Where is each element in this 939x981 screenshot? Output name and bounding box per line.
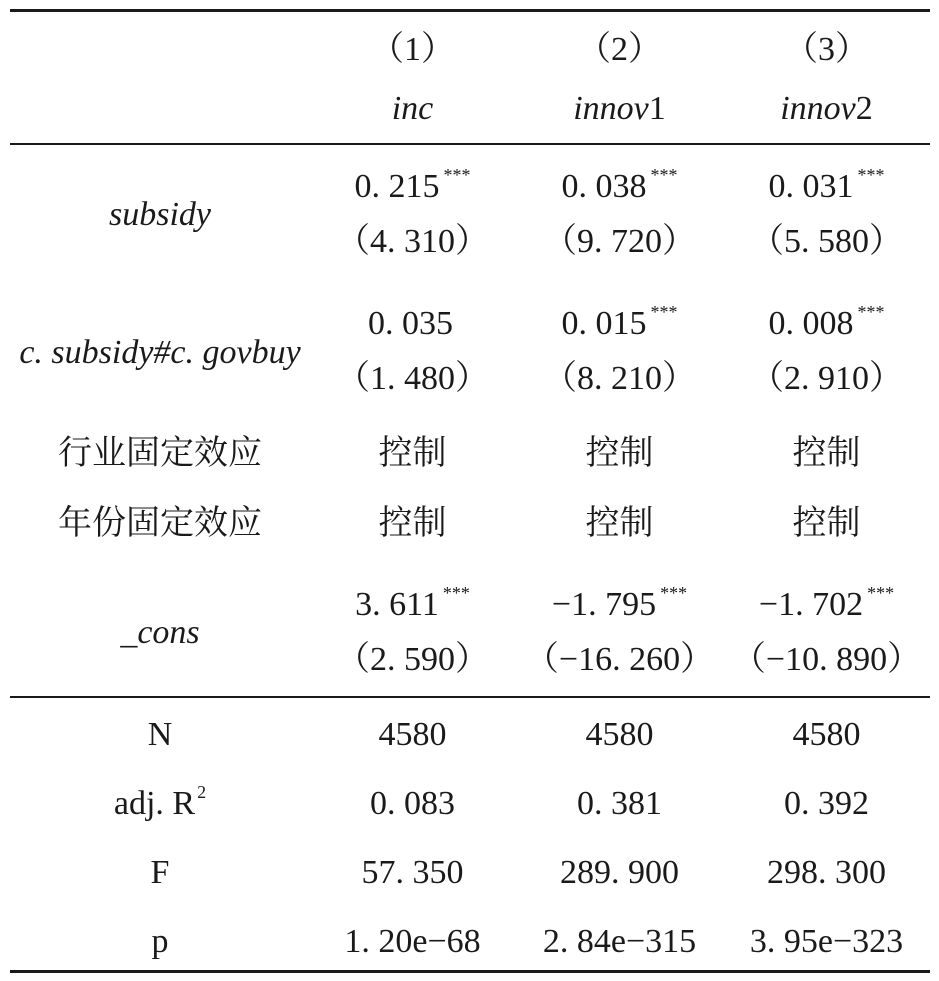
adj-r2-2: 0. 381 [577,785,662,822]
row-label-industry-fe: 行业固定效应 [58,433,262,473]
cons-coef-2: −1. 795 *** [551,583,688,623]
subsidy-coef-3: 0. 031 *** [768,165,885,205]
header-rule [10,143,930,145]
top-rule [10,9,930,12]
f-3: 298. 300 [767,854,886,891]
p-2: 2. 84e−315 [542,923,697,960]
subsidy-coef-1: 0. 215 *** [354,165,471,205]
n-2: 4580 [585,716,654,753]
cons-t-2: （−16. 260） [524,641,715,678]
p-1: 1. 20e−68 [344,923,481,960]
col-2-var: innov1 [573,90,666,127]
cons-coef-3: −1. 702 *** [758,583,895,623]
n-3: 4580 [792,716,861,753]
subsidy-t-2: （9. 720） [543,223,696,260]
year-fe-3: 控制 [792,503,861,543]
col-3-number: （3） [784,31,869,68]
industry-fe-3: 控制 [792,433,861,473]
stats-rule [10,696,930,698]
industry-fe-2: 控制 [585,433,654,473]
f-2: 289. 900 [560,854,679,891]
cons-t-3: （−10. 890） [731,641,922,678]
row-label-cons: _cons [120,614,200,651]
subsidy-t-1: （4. 310） [336,223,489,260]
industry-fe-1: 控制 [378,433,447,473]
row-label-year-fe: 年份固定效应 [58,503,262,543]
year-fe-2: 控制 [585,503,654,543]
bottom-rule [10,970,930,973]
interaction-t-1: （1. 480） [336,360,489,397]
interaction-coef-2: 0. 015 *** [561,302,678,342]
f-1: 57. 350 [361,854,464,891]
col-3-var: innov2 [780,90,873,127]
row-label-p: p [151,923,169,960]
interaction-t-3: （2. 910） [750,360,903,397]
cons-coef-1: 3. 611 *** [355,583,470,623]
p-3: 3. 95e−323 [749,923,904,960]
col-1-number: （1） [370,31,455,68]
col-2-number: （2） [577,31,662,68]
adj-r2-3: 0. 392 [784,785,869,822]
subsidy-t-3: （5. 580） [750,223,903,260]
row-label-n: N [147,716,173,753]
interaction-coef-1: 0. 035 [368,305,453,342]
year-fe-1: 控制 [378,503,447,543]
row-label-interaction: c. subsidy#c. govbuy [19,334,301,371]
row-label-f: F [150,854,170,891]
interaction-coef-3: 0. 008 *** [768,302,885,342]
n-1: 4580 [378,716,447,753]
row-label-adj-r2: adj. R $^2$ [113,782,207,822]
cons-t-1: （2. 590） [336,641,489,678]
interaction-t-2: （8. 210） [543,360,696,397]
subsidy-coef-2: 0. 038 *** [561,165,678,205]
adj-r2-1: 0. 083 [370,785,455,822]
col-1-var: inc [391,90,434,127]
row-label-subsidy: subsidy [109,196,211,233]
